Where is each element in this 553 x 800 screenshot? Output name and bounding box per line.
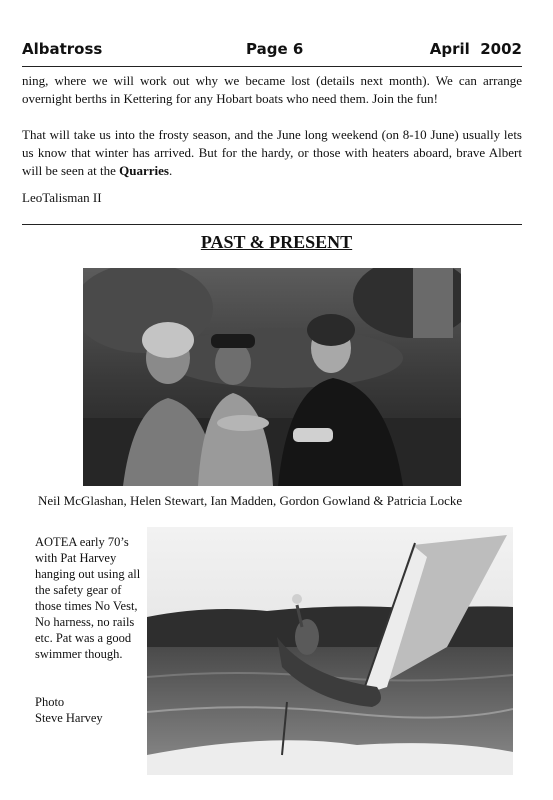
quarries-bold: Quarries xyxy=(119,163,169,178)
photo-credit-label: Photo xyxy=(35,695,65,709)
intro-paragraph-1: ning, where we will work out why we became lost (details next month). We can arrange overnight berths in Kettering for any Hobart boats who need them. Join the fun! xyxy=(22,73,522,106)
section-rule xyxy=(22,224,522,225)
group-photo xyxy=(83,268,461,486)
signature: LeoTalisman II xyxy=(22,190,102,205)
page-number: Page 6 xyxy=(246,40,304,58)
photo1-caption: Neil McGlashan, Helen Stewart, Ian Madden, Gordon Gowland & Patricia Locke xyxy=(38,493,463,508)
newsletter-title: Albatross xyxy=(22,40,103,58)
photo-credit-name: Steve Harvey xyxy=(35,711,103,725)
photo2-description: AOTEA early 70’s with Pat Harvey hanging out using all the safety gear of those times No Vest, No harness, no rails etc. Pat was a good swimmer though. xyxy=(35,535,141,661)
intro-paragraph-2 xyxy=(22,126,522,180)
header-rule xyxy=(22,66,522,67)
section-title: PAST & PRESENT xyxy=(200,232,353,252)
sailboat-photo xyxy=(147,527,513,775)
paragraph-2-end: . xyxy=(168,163,173,178)
page-header xyxy=(22,40,522,62)
paragraph-2-text: That will take us into the frosty season, and the June long weekend (on 8-10 June) usually lets us know that winter has arrived. But for the hardy, or those with heaters aboard, brave Albert will be seen at the xyxy=(22,127,522,178)
issue-date: April 2002 xyxy=(429,40,522,58)
